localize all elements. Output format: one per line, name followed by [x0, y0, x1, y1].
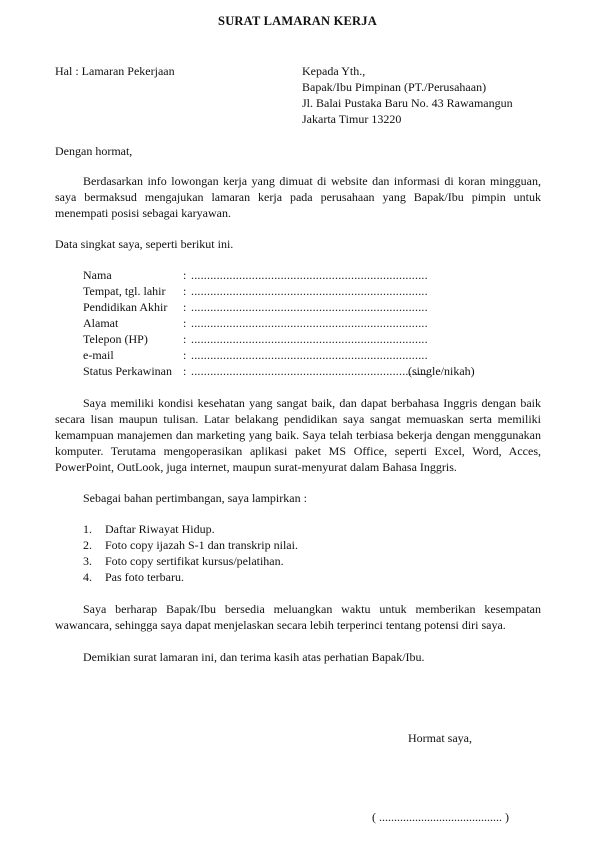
list-item-number: 2.: [83, 538, 92, 552]
signoff: Hormat saya,: [408, 731, 472, 745]
skills-line-3: kemampuan manajemen dan marketing yang baik. Saya telah terbiasa bekerja dengan menggunakan: [55, 428, 541, 442]
data-intro: Data singkat saya, seperti berikut ini.: [55, 237, 234, 251]
field-blank-tempat-tgl-lahir[interactable]: ..........................................................................: [191, 284, 428, 298]
field-label: Pendidikan Akhir: [83, 300, 168, 314]
hope-line-1: Saya berharap Bapak/Ibu bersedia meluangkan waktu untuk memberikan kesempatan: [83, 602, 541, 616]
signature-line[interactable]: ( ......................................... ): [372, 810, 509, 824]
list-item-text: Foto copy ijazah S-1 dan transkrip nilai.: [105, 538, 298, 552]
recipient-line-4: Jakarta Timur 13220: [302, 112, 402, 126]
skills-line-2: secara lisan maupun tulisan. Latar belakang pendidikan saya sangat memuaskan serta memiliki: [55, 412, 541, 426]
list-item-number: 4.: [83, 570, 92, 584]
field-suffix: (single/nikah): [408, 364, 475, 378]
list-item-text: Daftar Riwayat Hidup.: [105, 522, 215, 536]
list-item-number: 1.: [83, 522, 92, 536]
field-blank-pendidikan-akhir[interactable]: ..........................................................................: [191, 300, 428, 314]
field-colon: :: [183, 332, 187, 346]
field-label: Status Perkawinan: [83, 364, 172, 378]
list-item-text: Pas foto terbaru.: [105, 570, 184, 584]
field-label: e-mail: [83, 348, 114, 362]
field-colon: :: [183, 268, 187, 282]
field-blank-email[interactable]: ..........................................................................: [191, 348, 428, 362]
field-blank-alamat[interactable]: ..........................................................................: [191, 316, 428, 330]
recipient-line-2: Bapak/Ibu Pimpinan (PT./Perusahaan): [302, 80, 487, 94]
letter-title: SURAT LAMARAN KERJA: [218, 14, 377, 28]
field-colon: :: [183, 300, 187, 314]
greeting: Dengan hormat,: [55, 144, 133, 158]
field-blank-nama[interactable]: ..........................................................................: [191, 268, 428, 282]
subject-line: Hal : Lamaran Pekerjaan: [55, 64, 175, 78]
field-colon: :: [183, 284, 187, 298]
field-blank-telepon[interactable]: ..........................................................................: [191, 332, 428, 346]
attachments-intro: Sebagai bahan pertimbangan, saya lampirkan :: [83, 491, 307, 505]
intro-line-2: saya bermaksud mengajukan lamaran kerja pada perusahaan yang Bapak/Ibu pimpin untuk: [55, 190, 541, 204]
list-item-text: Foto copy sertifikat kursus/pelatihan.: [105, 554, 284, 568]
field-label: Nama: [83, 268, 112, 282]
recipient-line-3: Jl. Balai Pustaka Baru No. 43 Rawamangun: [302, 96, 513, 110]
list-item-number: 3.: [83, 554, 92, 568]
closing-line: Demikian surat lamaran ini, dan terima kasih atas perhatian Bapak/Ibu.: [83, 650, 425, 664]
field-colon: :: [183, 348, 187, 362]
field-blank-status-perkawinan[interactable]: ..........................................................................: [191, 364, 428, 378]
intro-line-1: Berdasarkan info lowongan kerja yang dimuat di website dan informasi di koran mingguan,: [83, 174, 541, 188]
intro-line-3: menempati posisi sebagai karyawan.: [55, 206, 231, 220]
field-label: Alamat: [83, 316, 119, 330]
hope-line-2: wawancara, sehingga saya dapat menjelaskan secara lebih terperinci tentang potensi diri saya.: [55, 618, 506, 632]
field-colon: :: [183, 316, 187, 330]
field-label: Tempat, tgl. lahir: [83, 284, 166, 298]
skills-line-5: PowerPoint, OutLook, juga internet, maupun surat-menyurat dalam Bahasa Inggris.: [55, 460, 457, 474]
skills-line-1: Saya memiliki kondisi kesehatan yang sangat baik, dan dapat berbahasa Inggris dengan baik: [83, 396, 541, 410]
field-label: Telepon (HP): [83, 332, 148, 346]
recipient-line-1: Kepada Yth.,: [302, 64, 366, 78]
field-colon: :: [183, 364, 187, 378]
skills-line-4: komputer. Terutama mengoperasikan aplikasi paket MS Office, seperti Excel, Word, Acces,: [55, 444, 541, 458]
